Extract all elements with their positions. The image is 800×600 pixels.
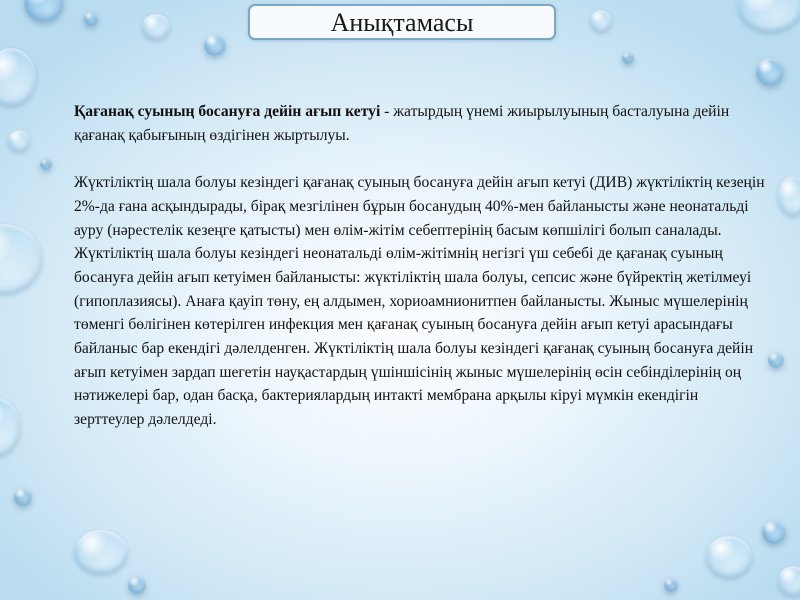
- water-drop-icon: [84, 12, 98, 26]
- slide-title: Анықтамасы: [248, 4, 556, 40]
- definition-paragraph: [74, 100, 768, 147]
- water-drop-icon: [738, 0, 800, 32]
- water-drop-icon: [142, 14, 170, 40]
- water-drop-icon: [778, 566, 800, 596]
- water-drop-icon: [8, 130, 30, 152]
- water-drop-icon: [24, 0, 64, 22]
- body-paragraph: Жүктіліктің шала болуы кезіндегі қағанақ суының босануға дейін ағып кетуі (ДИВ) жүктіліктің кезеңін 2%-да ғана асқындырады, бірақ мезгілінен бұрын босанудың 40%-мен байланысты және неонатальді ауру (нәрестелік кезеңге қатысты) мен өлім-жітім себептерінің басым көпшілігі болып саналады. Жүктіліктің шала болуы кезіндегі неонатальді өлім-жітімнің негізгі үш себебі де қағанақ суының босануға дейін ағып кетуімен байланысты: жүктіліктің шала болуы, сепсис және бүйректің жетілмеуі (гипоплазиясы). Анаға қауіп төну, ең алдымен, хориоамнионитпен байланысты. Жыныс мүшелерінің төменгі бөлігінен көтерілген инфекция мен қағанақ суының босануға дейін ағып кетуі арасындағы байланыс бар екендігі дәлелденген. Жүктіліктің шала болуы кезіндегі қағанақ суының босануға дейін ағып кетуімен зардап шегетін науқастардың үшіншісінің жыныс мүшелерінің өсін себінділерінің оң нәтижелері бар, одан басқа, бактериялардың интакті мембрана арқылы кіруі мүмкін екендігін зерттеулер дәлелдеді.: [74, 174, 765, 429]
- water-drop-icon: [778, 176, 800, 216]
- water-drop-icon: [14, 488, 32, 506]
- water-drop-icon: [622, 52, 634, 64]
- water-drop-icon: [0, 224, 42, 294]
- water-drop-icon: [768, 352, 784, 368]
- slide-body: [74, 100, 768, 432]
- water-drop-icon: [40, 158, 52, 170]
- water-drop-icon: [590, 10, 612, 32]
- definition-term: Қағанақ суының босануға дейін ағып кетуі: [74, 103, 381, 120]
- water-drop-icon: [0, 48, 36, 106]
- water-drop-icon: [762, 520, 786, 544]
- water-drop-icon: [756, 58, 784, 86]
- water-drop-icon: [706, 536, 752, 578]
- definition-text: - жатырдың үнемі жиырылуының басталуына дейін қағанақ қабығының өздігінен жыртылуы.: [74, 103, 730, 144]
- water-drop-icon: [128, 576, 146, 594]
- water-drop-icon: [0, 398, 20, 456]
- water-drop-icon: [664, 578, 678, 592]
- water-drop-icon: [204, 34, 226, 56]
- water-drop-icon: [74, 530, 128, 574]
